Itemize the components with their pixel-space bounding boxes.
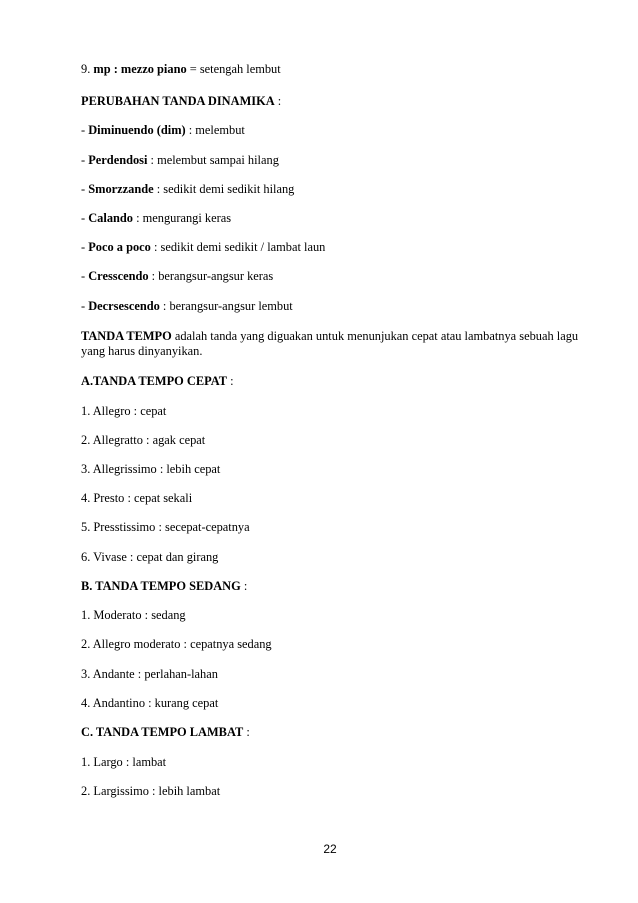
heading-text: C. TANDA TEMPO LAMBAT bbox=[81, 725, 244, 739]
list-item-smorzzande: - Smorzzande : sedikit demi sedikit hilang bbox=[81, 182, 295, 196]
list-item-calando: - Calando : mengurangi keras bbox=[81, 211, 232, 225]
item-definition: : berangsur-angsur keras bbox=[148, 269, 274, 283]
item-term: Smorzzande bbox=[88, 182, 154, 196]
heading-text: B. TANDA TEMPO SEDANG bbox=[81, 579, 241, 593]
list-item: 1. Largo : lambat bbox=[81, 755, 167, 769]
list-item-decrsescendo: - Decrsescendo : berangsur-angsur lembut bbox=[81, 299, 293, 313]
paragraph-term: TANDA TEMPO bbox=[81, 329, 172, 343]
list-item: 3. Allegrissimo : lebih cepat bbox=[81, 462, 221, 476]
list-item-poco-a-poco: - Poco a poco : sedikit demi sedikit / lambat laun bbox=[81, 240, 326, 254]
list-item: 3. Andante : perlahan-lahan bbox=[81, 667, 218, 681]
heading-suffix: : bbox=[240, 579, 248, 593]
section-heading-tempo-sedang bbox=[81, 579, 598, 594]
list-item-cresscendo: - Cresscendo : berangsur-angsur keras bbox=[81, 269, 274, 283]
heading-suffix: : bbox=[274, 94, 282, 108]
item-definition: = setengah lembut bbox=[186, 62, 281, 76]
list-item: 1. Moderato : sedang bbox=[81, 608, 186, 622]
heading-suffix: : bbox=[227, 374, 234, 388]
item-term: Calando bbox=[88, 211, 133, 225]
list-item: 5. Presstissimo : secepat-cepatnya bbox=[81, 520, 250, 534]
list-item: 4. Presto : cepat sekali bbox=[81, 491, 193, 505]
item-number: 9. bbox=[81, 62, 94, 76]
list-item: 6. Vivase : cepat dan girang bbox=[81, 550, 219, 564]
list-item: 1. Allegro : cepat bbox=[81, 404, 167, 418]
list-item: 2. Largissimo : lebih lambat bbox=[81, 784, 221, 798]
item-term: Diminuendo (dim) bbox=[88, 123, 186, 137]
item-term: mp : mezzo piano bbox=[93, 62, 187, 76]
item-definition: : berangsur-angsur lembut bbox=[159, 299, 293, 313]
section-heading-tempo-cepat bbox=[81, 374, 598, 389]
list-item-perdendosi: - Perdendosi : melembut sampai hilang bbox=[81, 153, 279, 167]
page-number: 22 bbox=[323, 842, 337, 856]
item-definition: : melembut sampai hilang bbox=[147, 153, 279, 167]
item-term: Perdendosi bbox=[88, 153, 148, 167]
item-term: Poco a poco bbox=[88, 240, 151, 254]
heading-text: A.TANDA TEMPO CEPAT bbox=[81, 374, 228, 388]
section-heading-tempo-lambat bbox=[81, 725, 598, 740]
item-term: Cresscendo bbox=[88, 269, 149, 283]
list-item-mezzo-piano bbox=[81, 62, 598, 77]
item-definition: : sedikit demi sedikit hilang bbox=[153, 182, 295, 196]
item-definition: : sedikit demi sedikit / lambat laun bbox=[150, 240, 326, 254]
heading-text: PERUBAHAN TANDA DINAMIKA bbox=[81, 94, 275, 108]
list-item-diminuendo: - Diminuendo (dim) : melembut bbox=[81, 123, 245, 137]
list-item: 2. Allegro moderato : cepatnya sedang bbox=[81, 637, 272, 651]
item-definition: : mengurangi keras bbox=[133, 211, 232, 225]
heading-suffix: : bbox=[243, 725, 250, 739]
tempo-definition-paragraph bbox=[81, 329, 591, 359]
list-item: 2. Allegratto : agak cepat bbox=[81, 433, 206, 447]
paragraph-text: adalah tanda yang diguakan untuk menunjukan cepat atau lambatnya sebuah lagu yang harus dinyanyikan. bbox=[81, 329, 579, 358]
item-term: Decrsescendo bbox=[88, 299, 160, 313]
list-item: 4. Andantino : kurang cepat bbox=[81, 696, 219, 710]
item-definition: : melembut bbox=[185, 123, 245, 137]
section-heading-dinamika bbox=[81, 94, 598, 109]
